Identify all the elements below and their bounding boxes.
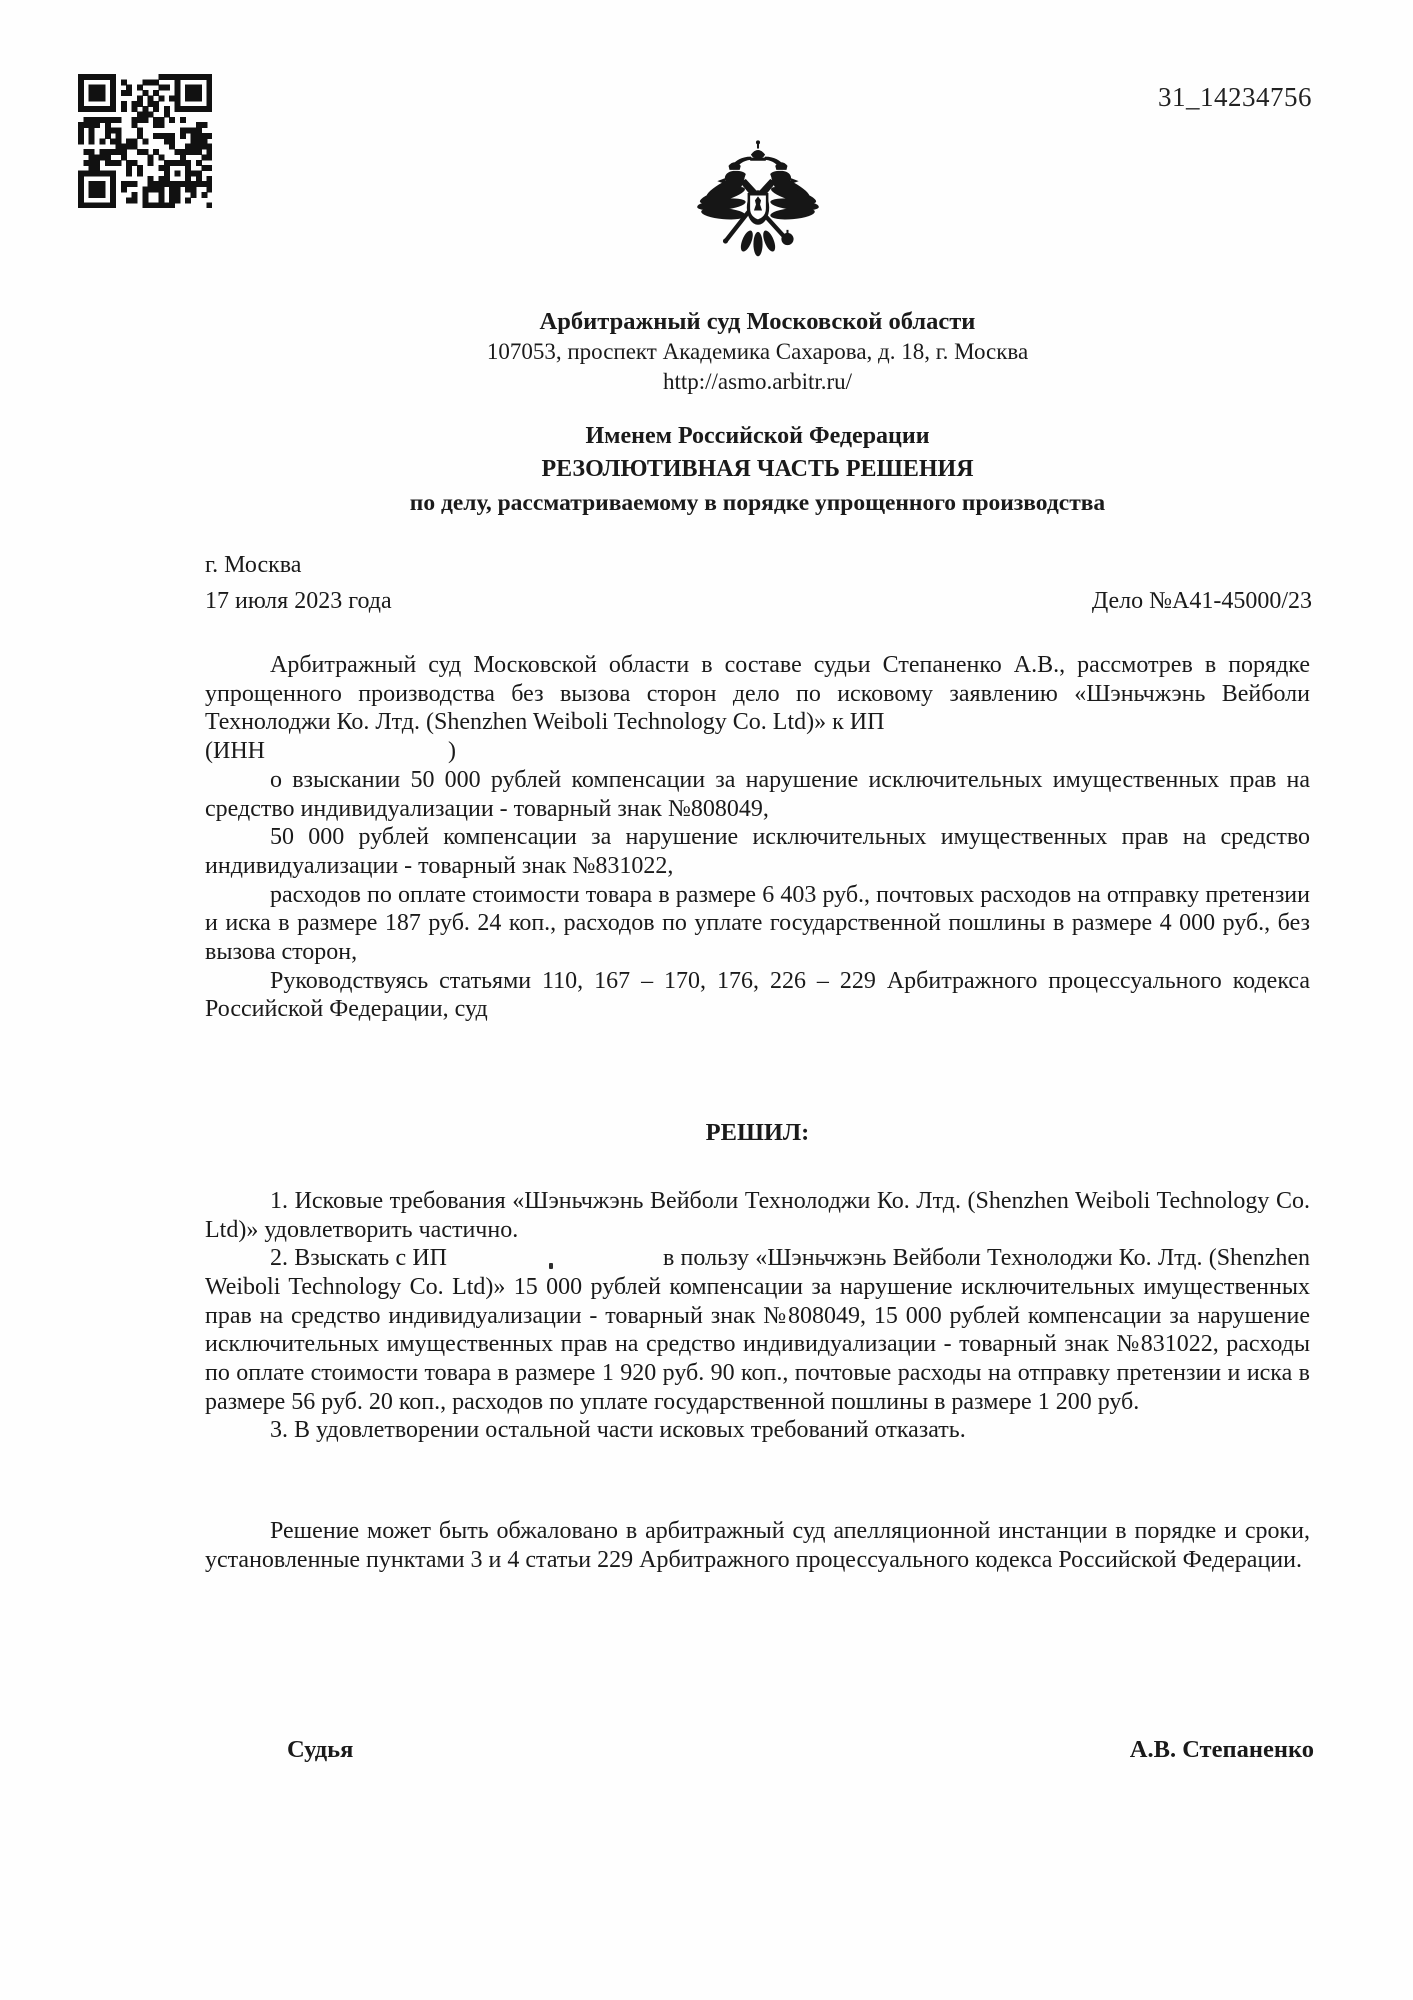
resolution-item-3: 3. В удовлетворении остальной части исковых требований отказать. (270, 1417, 966, 1444)
document-type-line: РЕЗОЛЮТИВНАЯ ЧАСТЬ РЕШЕНИЯ (541, 456, 974, 482)
intro-paragraph: Арбитражный суд Московской области в составе судьи Степаненко А.В., рассмотрев в порядке упрощенного производства без вызова сторон дело по исковому заявлению «Шэньчжэнь Вейболи Технолоджи Ко. Лтд. (Shenzhen Weiboli Technology Co. Ltd)» к ИП (205, 652, 1310, 736)
qr-code (78, 74, 212, 208)
court-header (205, 306, 1310, 397)
case-info (205, 550, 1312, 616)
legal-basis-paragraph: Руководствуясь статьями 110, 167 – 170, 176, 226 – 229 Арбитражного процессуального кодекса Российской Федерации, суд (205, 967, 1310, 1023)
appeal-paragraph: Решение может быть обжаловано в арбитражный суд апелляционной инстанции в порядке и сроки, установленные пунктами 3 и 4 статьи 229 Арбитражного процессуального кодекса Российской Федерации. (205, 1518, 1310, 1573)
claim-paragraph-1: о взыскании 50 000 рублей компенсации за нарушение исключительных имущественных прав на средство индивидуализации - товарный знак №808049, (205, 766, 1310, 822)
document-number: 31_14234756 (1158, 82, 1312, 112)
judge-name: А.В. Степаненко (1129, 1736, 1314, 1763)
resolution-item-2-suffix: в пользу «Шэньчжэнь Вейболи Технолоджи Ко. Лтд. (Shenzhen Weiboli Technology Co. Ltd)» 15 000 рублей компенсации за нарушение исключительных имущественных прав на средство индивидуализации - товарный знак №808049, 15 000 рублей компенсации за нарушение исключительных имущественных прав на средство индивидуализации - товарный знак №831022, расходы по оплате стоимости товара в размере 1 920 руб. 90 коп., почтовые расходы на отправку претензии и иска в размере 56 руб. 20 коп., расходов по уплате государственной пошлины в размере 1 200 руб. (205, 1245, 1311, 1415)
judge-label: Судья (287, 1736, 354, 1763)
city: г. Москва (205, 552, 302, 578)
court-website: http://asmo.arbitr.ru/ (662, 369, 853, 394)
procedure-line: по делу, рассматриваемому в порядке упрощенного производства (409, 490, 1106, 516)
inn-label: (ИНН (205, 738, 265, 765)
decision-date: 17 июля 2023 года (205, 588, 392, 614)
case-number: Дело №А41-45000/23 (1091, 588, 1312, 614)
claim-paragraph-2: 50 000 рублей компенсации за нарушение исключительных имущественных прав на средство индивидуализации - товарный знак №831022, (205, 824, 1310, 879)
resolution-item-1: 1. Исковые требования «Шэньчжэнь Вейболи Технолоджи Ко. Лтд. (Shenzhen Weiboli Technology Co. Ltd)» удовлетворить частично. (205, 1187, 1310, 1243)
inn-close-bracket: ) (448, 738, 456, 765)
court-name: Арбитражный суд Московской области (539, 308, 976, 335)
inn-line (205, 737, 1310, 766)
coat-of-arms-russia-icon (205, 136, 1310, 284)
decision-body (205, 651, 1310, 1575)
court-address: 107053, проспект Академика Сахарова, д. 18, г. Москва (486, 339, 1029, 364)
in-name-of-line: Именем Российской Федерации (585, 423, 930, 449)
resolution-item-2-prefix: 2. Взыскать с ИП (270, 1245, 447, 1272)
signature-row (205, 1736, 1314, 1764)
resolution-heading: РЕШИЛ: (705, 1119, 810, 1147)
claim-paragraph-3: расходов по оплате стоимости товара в размере 6 403 руб., почтовых расходов на отправку претензии и иска в размере 187 руб. 24 коп., расходов по уплате государственной пошлины в размере 4 000 руб., без вызова сторон, (205, 881, 1310, 966)
resolution-item-2 (205, 1244, 1310, 1416)
decision-title-block (205, 420, 1310, 520)
